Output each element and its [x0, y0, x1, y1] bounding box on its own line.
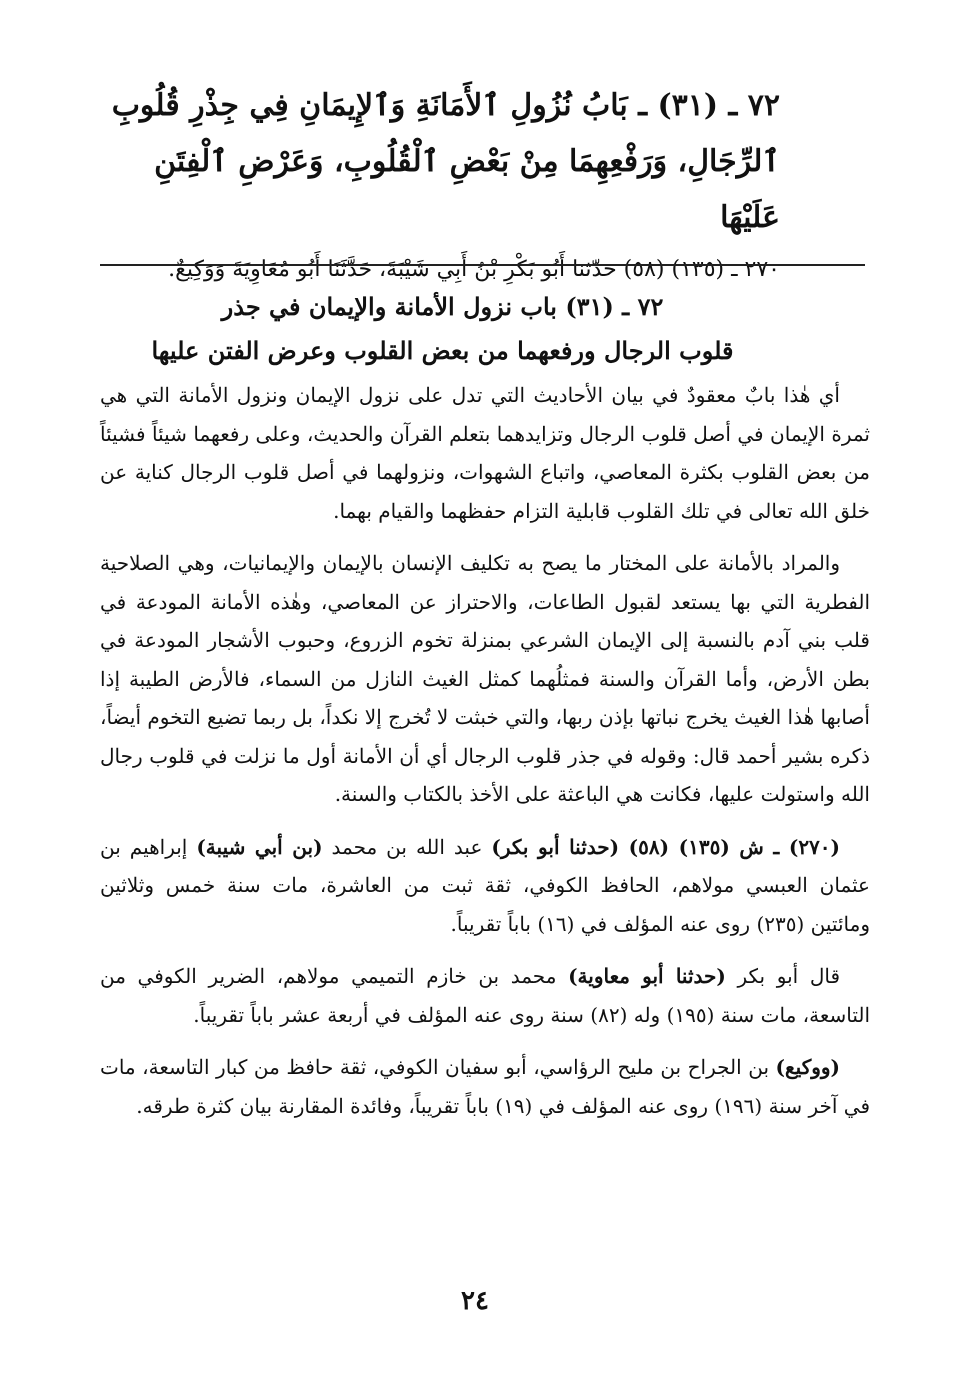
bold-term: (بن أبي شيبة) — [196, 834, 323, 859]
matn-hadith-chain: ٢٧٠ ـ (١٣٥) (٥٨) حدّثنا أَبُو بَكْرِ بْنُ أَبِي شَيْبَةَ، حَدَّثَنَا أَبُو مُعَاوِيَةَ وَوَكِيعٌ. — [168, 257, 780, 282]
commentary-chapter-title — [110, 285, 775, 373]
matn-chapter-title: ٧٢ ـ (٣١) ـ بَابُ نُزُولِ ٱلأَمَانَةِ وَٱلإِيمَانِ فِي جِذْرِ قُلُوبِ ٱلرِّجَالِ، وَرَفْعِهِمَا مِنْ بَعْضِ ٱلْقُلُوبِ، وَعَرْضِ ٱلْفِتَنِ عَلَيْهَا — [111, 88, 780, 235]
commentary-title-line-1: ٧٢ ـ (٣١) باب نزول الأمانة والإيمان في جذر — [221, 292, 664, 321]
commentary-paragraph-4 — [100, 957, 870, 1034]
bold-term: (٢٧٠) ـ ش (١٣٥) (٥٨) (حدثنا أبو بكر) — [491, 834, 841, 859]
page-number: ٢٤ — [461, 1286, 489, 1316]
paragraph-text: قال أبو بكر — [725, 964, 841, 988]
commentary-paragraph-1: أي هٰذا بابٌ معقودٌ في بيان الأحاديث التي تدل على نزول الإيمان ونزول الأمانة التي هي ثمرة الإيمان في أصل قلوب الرجال وتزايدهما بتعلم القرآن والحديث، وعلى رفعهما شيئاً فشيئاً من بعض القلوب بكثرة المعاصي، واتباع الشهوات، ونزولهما في أصل قلوب الرجال كناية عن خلق الله تعالى في تلك القلوب قابلية التزام حفظهما والقيام بهما. — [100, 383, 870, 523]
commentary-paragraph-3 — [100, 828, 870, 944]
paragraph-text: بن الجراح بن مليح الرؤاسي، أبو سفيان الكوفي، ثقة حافظ من كبار التاسعة، مات في آخر سنة (١٩٦) روى عنه المؤلف في (١٩) باباً تقريباً، وفائدة المقارنة بيان كثرة طرقه. — [100, 1055, 870, 1118]
commentary-paragraph-2: والمراد بالأمانة على المختار ما يصح به تكليف الإنسان بالإيمان والإيمانيات، وهي الصلاحية الفطرية التي بها يستعد لقبول الطاعات، والاحتراز عن المعاصي، وهٰذه الأمانة المودعة في قلب بني آدم بالنسبة إلى الإيمان الشرعي بمنزلة تخوم الزروع، وحبوب الأشجار المودعة في بطن الأرض، وأما القرآن والسنة فمثلُهما كمثل الغيث النازل من السماء، فالأرض الطيبة إذا أصابها هٰذا الغيث يخرج نباتها بإذن ربها، والتي خبثت لا تُخرج إلا نكداً، بل ربما تضيع التخوم أيضاً، ذكره بشير أحمد قال: وقوله في جذر قلوب الرجال أي أن الأمانة أول ما نزلت في قلوب رجال الله واستولت عليها، فكانت هي الباعثة على الأخذ بالكتاب والسنة. — [100, 551, 870, 806]
bold-term: (ووكيع) — [775, 1055, 840, 1079]
matn-block — [100, 78, 780, 294]
paragraph-text: إبراهيم بن عثمان العبسي مولاهم، الحافظ الكوفي، ثقة ثبت من العاشرة، مات سنة خمس وثلاثين ومائتين (٢٣٥) روى عنه المؤلف في (١٦) باباً تقريباً. — [100, 834, 870, 936]
commentary-paragraph-5 — [100, 1048, 870, 1125]
commentary-title-line-2: قلوب الرجال ورفعهما من بعض القلوب وعرض الفتن عليها — [151, 336, 734, 365]
bold-term: (حدثنا أبو معاوية) — [568, 964, 726, 988]
section-divider — [100, 264, 865, 266]
paragraph-text: محمد بن خازم التميمي مولاهم، الضرير الكوفي من التاسعة، مات سنة (١٩٥) وله (٨٢) سنة روى عنه المؤلف في أربعة عشر باباً تقريباً. — [100, 964, 870, 1027]
paragraph-text: عبد الله بن محمد — [322, 834, 492, 859]
commentary-body — [100, 376, 870, 1139]
